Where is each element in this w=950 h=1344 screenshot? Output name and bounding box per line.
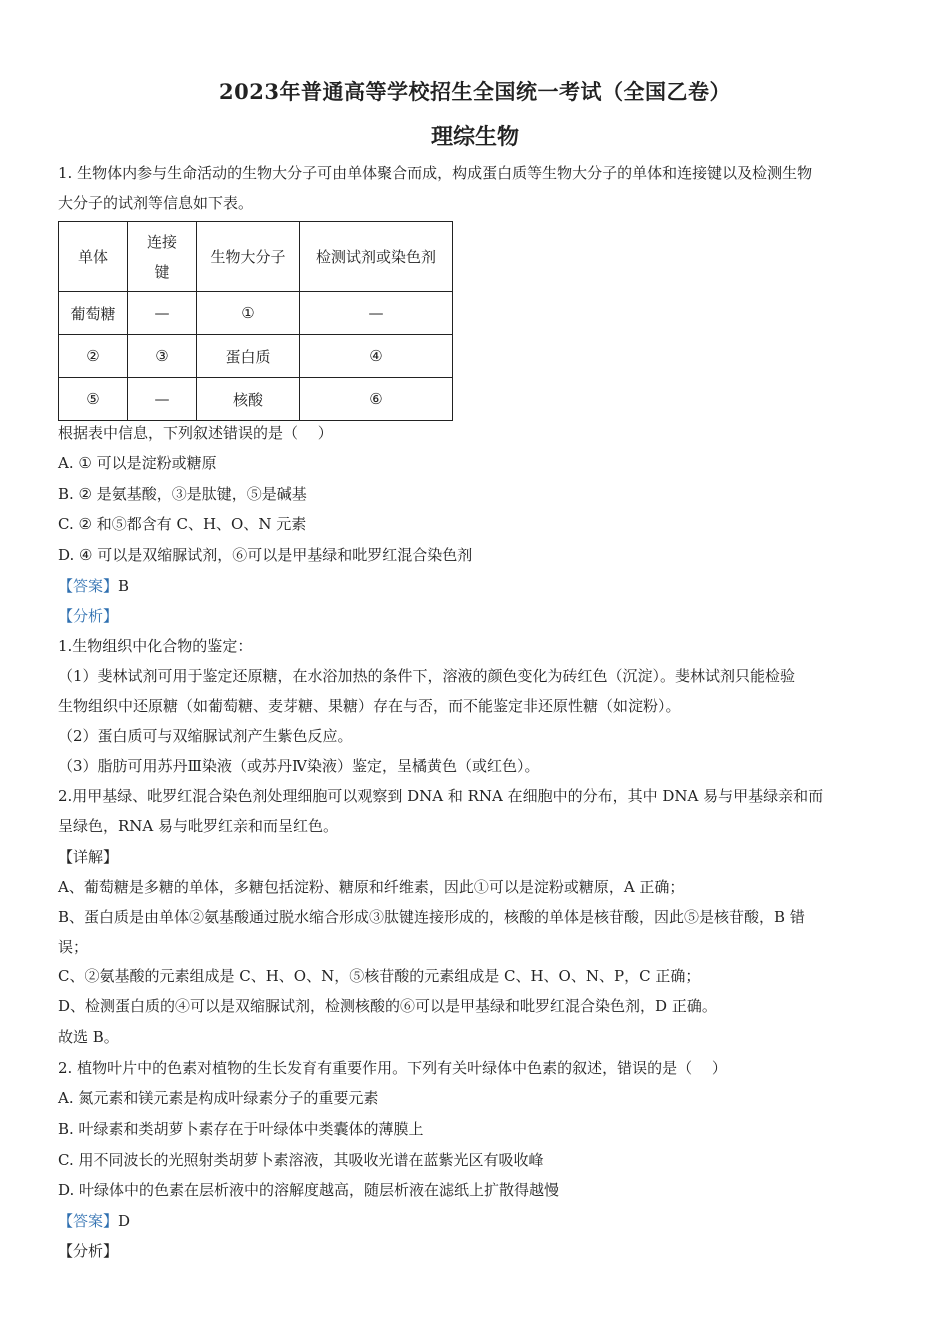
exam-subtitle: 理综生物 xyxy=(430,124,519,150)
analysis-line: 1.生物组织中化合物的鉴定： xyxy=(58,637,253,655)
table-cell: ② xyxy=(59,335,128,378)
table-cell: — xyxy=(128,292,197,335)
q1-answer xyxy=(58,576,129,596)
analysis-line: （1）斐林试剂可用于鉴定还原糖，在水浴加热的条件下，溶液的颜色变化为砖红色（沉淀）。斐林试剂只能检验 xyxy=(58,667,796,685)
detail-line: 故选 B。 xyxy=(58,1028,119,1046)
q1-option-b: B. ② 是氨基酸，③是肽键，⑤是碱基 xyxy=(58,485,307,503)
detail-line: C、②氨基酸的元素组成是 C、H、O、N，⑤核苷酸的元素组成是 C、H、O、N、P，C 正确； xyxy=(58,967,701,985)
q1-option-c: C. ② 和⑤都含有 C、H、O、N 元素 xyxy=(58,515,307,533)
q1-question: 根据表中信息，下列叙述错误的是（ ） xyxy=(58,424,333,442)
answer-value: D xyxy=(118,1212,131,1230)
table-header-row xyxy=(59,222,453,292)
q1-analysis-label: 【分析】 xyxy=(58,607,119,625)
answer-value: B xyxy=(118,577,130,595)
q2-option-a: A. 氮元素和镁元素是构成叶绿素分子的重要元素 xyxy=(58,1089,379,1107)
detail-line: B、蛋白质是由单体②氨基酸通过脱水缩合形成③肽键连接形成的，核酸的单体是核苷酸，因此⑤是核苷酸，B 错 xyxy=(58,908,805,926)
analysis-line: 生物组织中还原糖（如葡萄糖、麦芽糖、果糖）存在与否，而不能鉴定非还原性糖（如淀粉）。 xyxy=(58,697,681,715)
q1-option-d: D. ④ 可以是双缩脲试剂，⑥可以是甲基绿和吡罗红混合染色剂 xyxy=(58,546,473,564)
q1-stem-line2: 大分子的试剂等信息如下表。 xyxy=(58,194,254,212)
q2-answer xyxy=(58,1211,130,1231)
table-row xyxy=(59,335,453,378)
q2-option-b: B. 叶绿素和类胡萝卜素存在于叶绿体中类囊体的薄膜上 xyxy=(58,1120,424,1138)
analysis-line: 2.用甲基绿、吡罗红混合染色剂处理细胞可以观察到 DNA 和 RNA 在细胞中的分布，其中 DNA 易与甲基绿亲和而 xyxy=(58,787,824,805)
table-cell: 蛋白质 xyxy=(197,335,300,378)
q2-analysis-label: 【分析】 xyxy=(58,1242,119,1260)
analysis-line: （2）蛋白质可与双缩脲试剂产生紫色反应。 xyxy=(58,727,353,745)
table-cell: ③ xyxy=(128,335,197,378)
q1-option-a: A. ① 可以是淀粉或糖原 xyxy=(58,454,217,472)
table-row xyxy=(59,378,453,421)
table-cell: ⑥ xyxy=(300,378,453,421)
analysis-line: （3）脂肪可用苏丹Ⅲ染液（或苏丹Ⅳ染液）鉴定，呈橘黄色（或红色）。 xyxy=(58,757,540,775)
detail-line: 误； xyxy=(58,938,89,956)
table-cell: 葡萄糖 xyxy=(59,292,128,335)
q1-stem-line1: 1. 生物体内参与生命活动的生物大分子可由单体聚合而成，构成蛋白质等生物大分子的单体和连接键以及检测生物 xyxy=(58,164,813,182)
table-cell: ④ xyxy=(300,335,453,378)
answer-label: 【答案】 xyxy=(58,577,119,595)
answer-label: 【答案】 xyxy=(58,1212,119,1230)
exam-title: 2023年普通高等学校招生全国统一考试（全国乙卷） xyxy=(219,79,731,104)
q2-stem: 2. 植物叶片中的色素对植物的生长发育有重要作用。下列有关叶绿体中色素的叙述，错误的是（ ） xyxy=(58,1059,727,1077)
table-header-cell: 检测试剂或染色剂 xyxy=(300,222,453,292)
table-header-cell: 单体 xyxy=(59,222,128,292)
q1-detail-label: 【详解】 xyxy=(58,848,119,866)
info-table xyxy=(58,221,453,421)
table-cell: ① xyxy=(197,292,300,335)
table-header-cell: 连接键 xyxy=(128,222,197,292)
table-header-cell: 生物大分子 xyxy=(197,222,300,292)
q2-option-c: C. 用不同波长的光照射类胡萝卜素溶液，其吸收光谱在蓝紫光区有吸收峰 xyxy=(58,1151,544,1169)
table-cell: 核酸 xyxy=(197,378,300,421)
table-cell: — xyxy=(128,378,197,421)
table-row xyxy=(59,292,453,335)
detail-line: D、检测蛋白质的④可以是双缩脲试剂，检测核酸的⑥可以是甲基绿和吡罗红混合染色剂，D 正确。 xyxy=(58,997,717,1015)
table-cell: — xyxy=(300,292,453,335)
q2-option-d: D. 叶绿体中的色素在层析液中的溶解度越高，随层析液在滤纸上扩散得越慢 xyxy=(58,1181,560,1199)
detail-line: A、葡萄糖是多糖的单体，多糖包括淀粉、糖原和纤维素，因此①可以是淀粉或糖原，A 正确； xyxy=(58,878,685,896)
analysis-line: 呈绿色，RNA 易与吡罗红亲和而呈红色。 xyxy=(58,817,339,835)
table-cell: ⑤ xyxy=(59,378,128,421)
